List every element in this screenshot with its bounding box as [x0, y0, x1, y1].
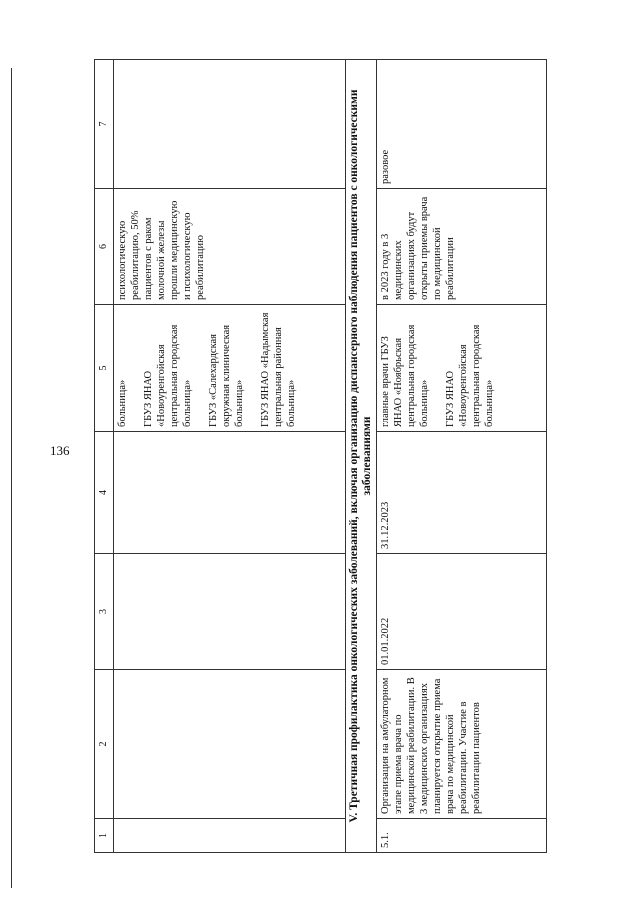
table-cell: 01.01.2022 — [377, 554, 547, 670]
table-cell: больница» ГБУЗ ЯНАО «Новоуренгойская центральная городская больница» ГБУЗ «Салехардская окружная клиническая больница» ГБУЗ ЯНАО «Надымская центральная районная больница» — [114, 305, 346, 432]
header-cell: 7 — [95, 60, 114, 189]
section-heading: V. Третичная профилактика онкологических заболеваний, включая организацию диспансерного наблюдения пациентов с онкологическими заболеваниями — [346, 60, 377, 853]
table-cell: разовое — [377, 60, 547, 189]
table-cell — [114, 554, 346, 670]
header-cell: 4 — [95, 432, 114, 554]
header-cell: 6 — [95, 189, 114, 305]
margin-rule — [11, 68, 12, 888]
table-cell — [114, 670, 346, 819]
plan-table — [94, 59, 547, 853]
header-row — [95, 60, 114, 853]
table-cell: 5.1. — [377, 819, 547, 853]
table-cell — [114, 819, 346, 853]
table-cell — [114, 60, 346, 189]
table-cell: 31.12.2023 — [377, 432, 547, 554]
header-cell: 5 — [95, 305, 114, 432]
table-cell — [114, 432, 346, 554]
table-cell: главные врачи ГБУЗ ЯНАО «Ноябрьская центральная городская больница» ГБУЗ ЯНАО «Новоуренгойская центральная городская больница» — [377, 305, 547, 432]
rotated-table-container — [94, 60, 615, 853]
page-number: 136 — [50, 443, 70, 458]
section-heading-row — [346, 60, 377, 853]
table-cell: Организация на амбулаторном этапе приема врача по медицинской реабилитации. В 3 медицинских организациях планируется открытие приема врача по медицинской реабилитации. Участие в реабилитации пациентов — [377, 670, 547, 819]
table-cell: психологическую реабилитацию, 50% пациентов с раком молочной железы прошли медицинскую и психологическую реабилитацию — [114, 189, 346, 305]
header-cell: 2 — [95, 670, 114, 819]
table-row — [377, 60, 547, 853]
header-cell: 1 — [95, 819, 114, 853]
table-cell: в 2023 году в 3 медицинских организациях будут открыты приемы врача по медицинской реабилитации — [377, 189, 547, 305]
table-row — [114, 60, 346, 853]
header-cell: 3 — [95, 554, 114, 670]
